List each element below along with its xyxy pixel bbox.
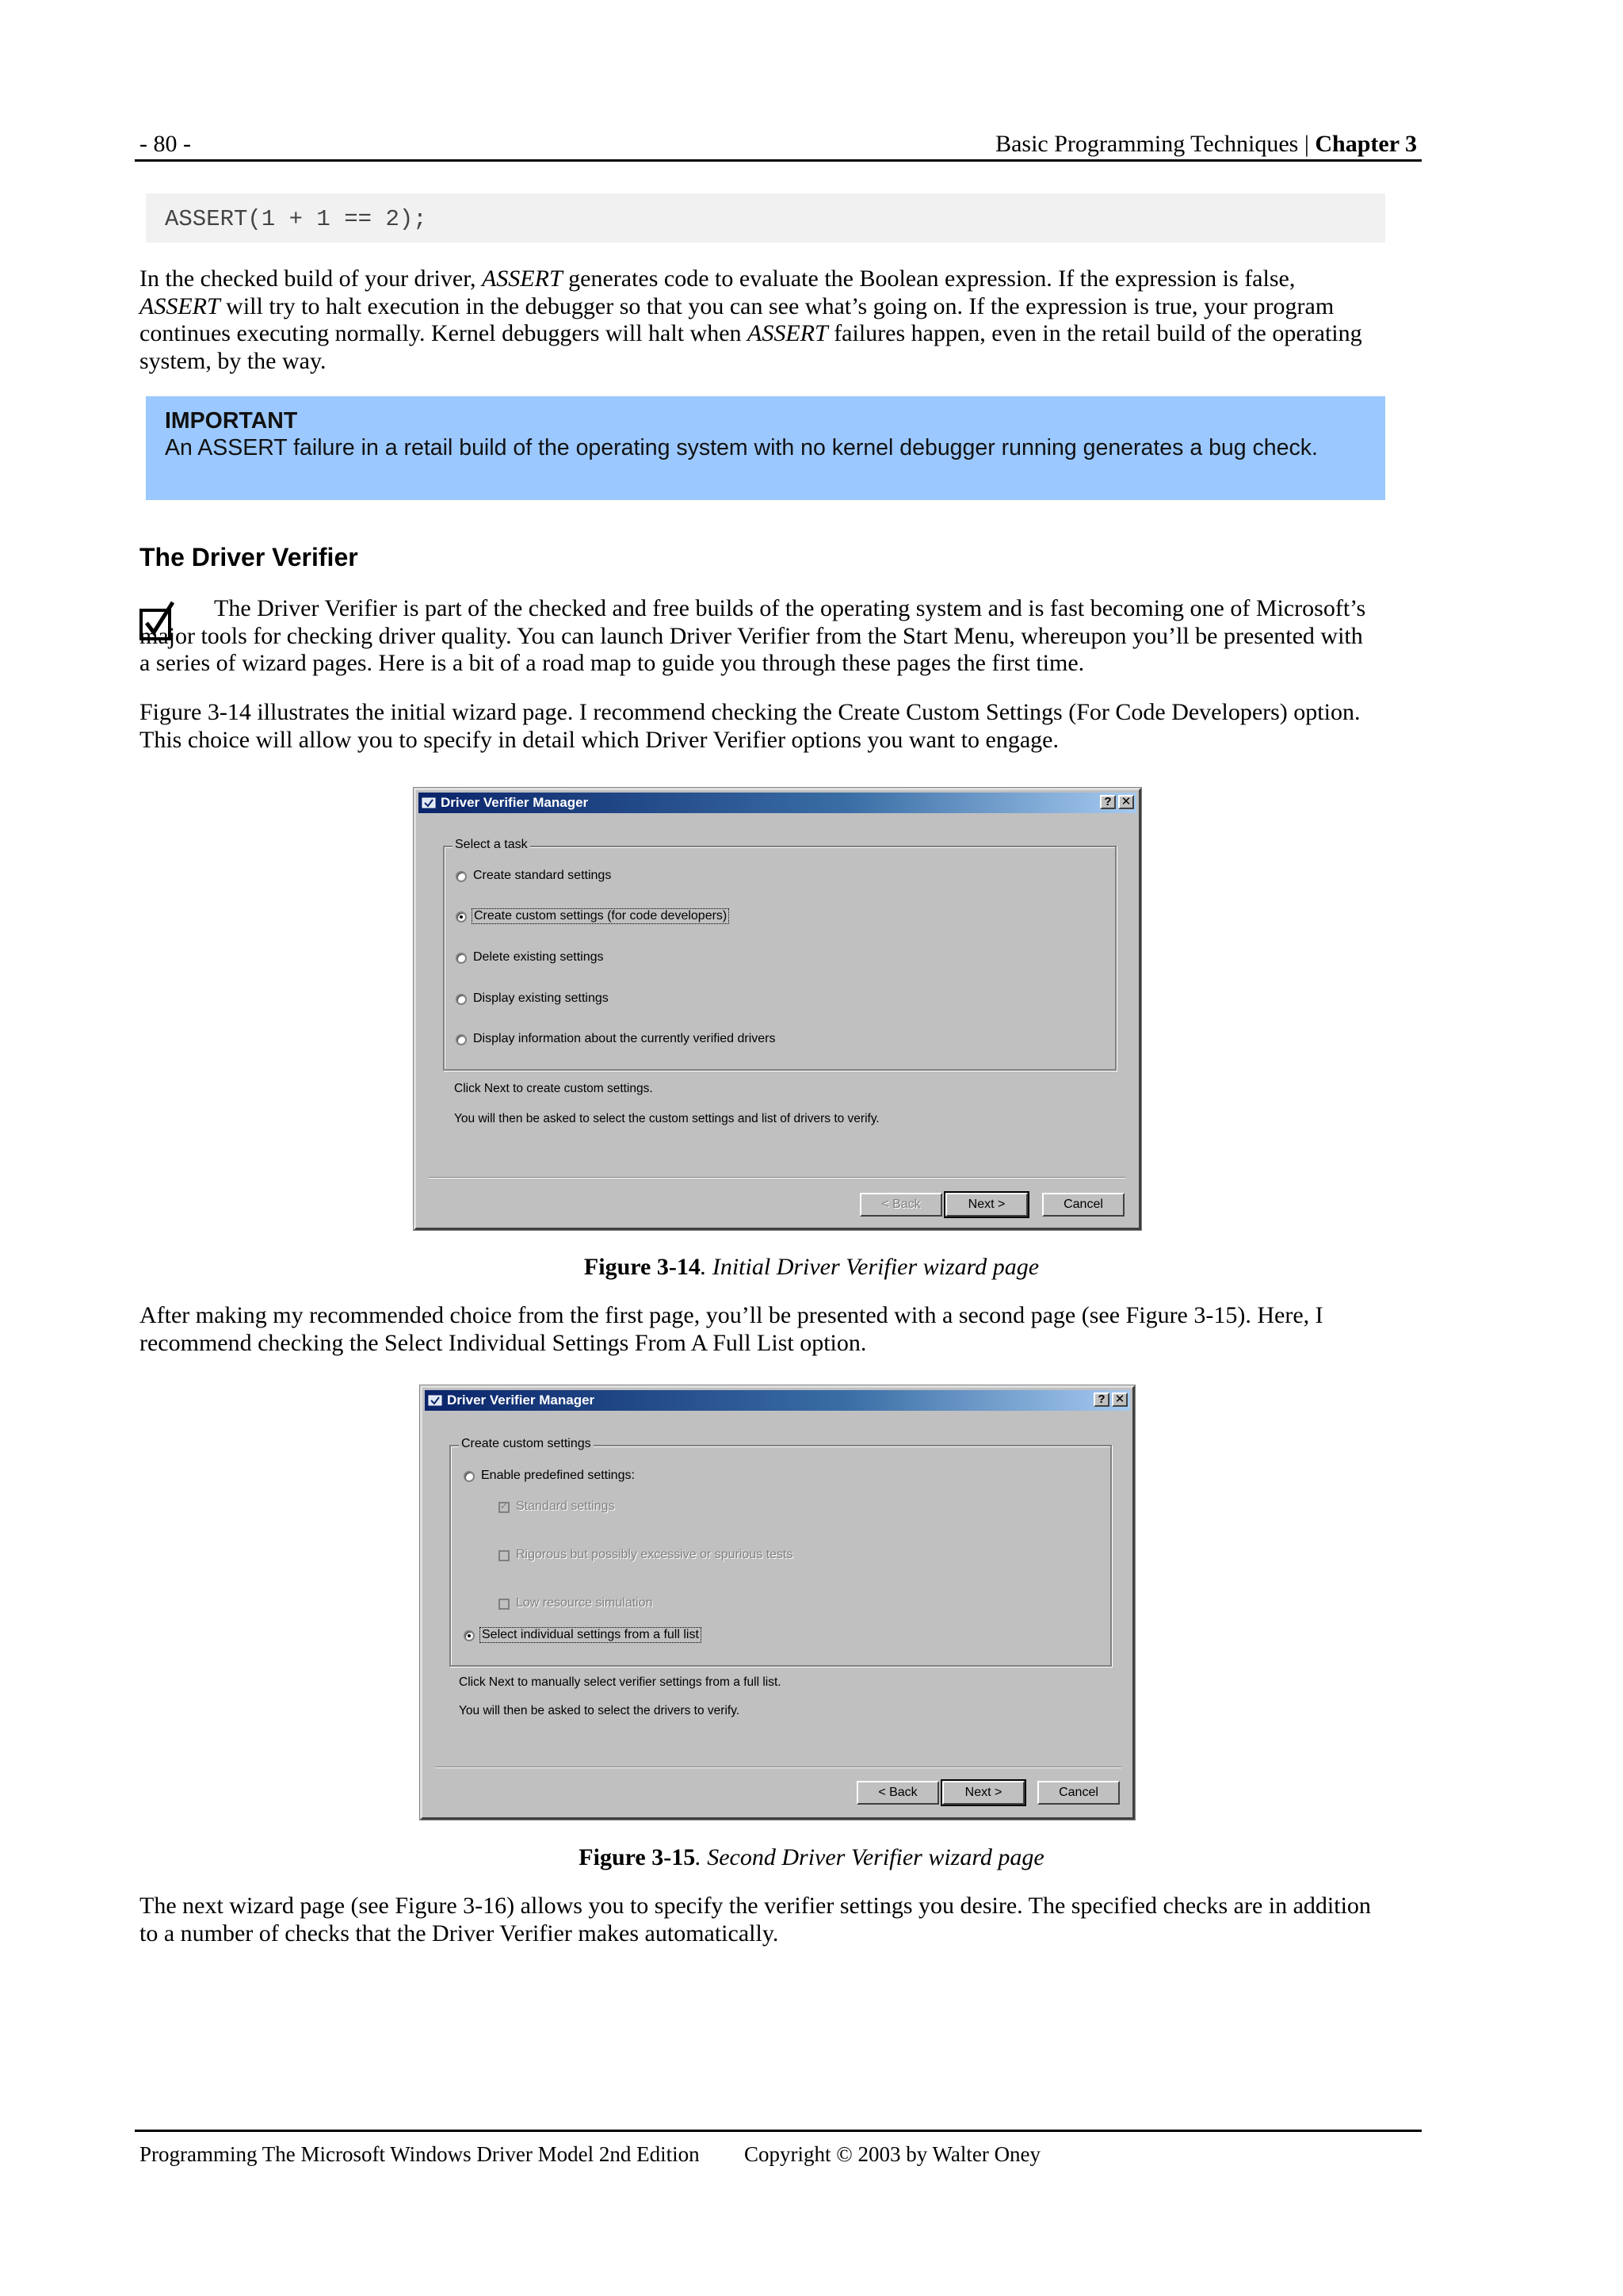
code-block	[146, 193, 1385, 243]
emphasis-assert: ASSERT	[747, 320, 828, 346]
option-label: Enable predefined settings:	[481, 1469, 635, 1482]
section-heading: The Driver Verifier	[139, 543, 358, 571]
emphasis-assert: ASSERT	[139, 292, 220, 319]
dialog-title: Driver Verifier Manager	[447, 1392, 595, 1408]
option-label: Low resource simulation	[516, 1596, 653, 1610]
radio-enable-predefined[interactable]	[464, 1471, 475, 1482]
text-run: In the checked build of your driver,	[139, 266, 482, 292]
figure-label: Figure 3-14	[583, 1254, 701, 1280]
paragraph-second-page	[139, 1302, 1376, 1357]
radio-create-standard[interactable]	[456, 871, 467, 882]
option-label: Display existing settings	[473, 991, 609, 1005]
help-button[interactable]: ?	[1094, 1392, 1109, 1407]
footer-rule	[135, 2130, 1422, 2132]
info-text: Click Next to manually select verifier settings from a full list.	[459, 1675, 781, 1689]
info-text: You will then be asked to select the drivers to verify.	[459, 1704, 740, 1717]
separator	[429, 1177, 1126, 1179]
option-label: Delete existing settings	[473, 950, 604, 964]
figure-caption-3-14	[0, 1254, 1623, 1281]
close-button[interactable]: ✕	[1118, 795, 1134, 809]
next-button[interactable]: Next >	[945, 1193, 1028, 1217]
text-run: will try to halt execution in the debugger so that you can see what’s going on. If the expression is true, your program continues executing normally. Kernel debuggers will halt when	[139, 292, 1335, 346]
code-line: ASSERT(1 + 1 == 2);	[165, 206, 427, 232]
close-button[interactable]: ✕	[1112, 1392, 1128, 1407]
paragraph-text: The Driver Verifier is part of the checked and free builds of the operating system and is fast becoming one of Microsoft’s major tools for checking driver quality. You can launch Driver Verifier from the Start Menu, whereupon you’ll be presented with a series of wizard pages. Here is a bit of a road map to guide you through these pages the first time.	[139, 595, 1366, 676]
cancel-button[interactable]: Cancel	[1037, 1781, 1120, 1805]
header-rule	[135, 159, 1422, 162]
next-button[interactable]: Next >	[942, 1781, 1025, 1805]
paragraph-assert	[139, 266, 1376, 375]
page-number: - 80 -	[139, 131, 191, 157]
important-callout	[146, 396, 1385, 500]
option-label: Create custom settings (for code developers)	[472, 908, 729, 924]
cancel-button[interactable]: Cancel	[1042, 1193, 1125, 1217]
figure-caption-text: . Second Driver Verifier wizard page	[695, 1844, 1044, 1870]
important-title: IMPORTANT	[165, 408, 298, 434]
important-text: An ASSERT failure in a retail build of the operating system with no kernel debugger running generates a bug check.	[165, 435, 1318, 460]
checkbox-standard-settings[interactable]	[498, 1502, 510, 1513]
paragraph-driver-verifier	[139, 595, 1376, 678]
chapter-label: Chapter 3	[1315, 131, 1417, 157]
checkbox-low-resource[interactable]	[498, 1599, 510, 1610]
back-button[interactable]: < Back	[857, 1781, 939, 1805]
chapter-title: Basic Programming Techniques |	[995, 131, 1316, 157]
option-label: Standard settings	[516, 1499, 615, 1513]
driver-verifier-dialog-1	[414, 788, 1141, 1230]
info-text: Click Next to create custom settings.	[454, 1082, 653, 1095]
group-label: Create custom settings	[459, 1437, 594, 1451]
radio-display-existing[interactable]	[456, 994, 467, 1005]
running-header	[995, 130, 1417, 159]
paragraph-text: Figure 3-14 illustrates the initial wizard page. I recommend checking the Create Custom Settings (For Code Developers) option. This choice will allow you to specify in detail which Driver Verifier options you want to engage.	[139, 699, 1361, 753]
text-run: failures happen, even in the retail build of the operating system, by the way.	[139, 320, 1362, 374]
verifier-app-icon	[428, 1393, 442, 1408]
option-label: Display information about the currently verified drivers	[473, 1032, 776, 1045]
option-label: Create standard settings	[473, 869, 612, 882]
emphasis-assert: ASSERT	[481, 266, 563, 292]
radio-select-individual[interactable]	[464, 1630, 475, 1641]
title-bar	[418, 793, 1136, 813]
title-bar	[425, 1390, 1130, 1411]
paragraph-text: The next wizard page (see Figure 3-16) allows you to specify the verifier settings you desire. The specified checks are in addition to a number of checks that the Driver Verifier makes automatically.	[139, 1893, 1371, 1946]
verifier-app-icon	[422, 796, 436, 810]
figure-caption-text: . Initial Driver Verifier wizard page	[700, 1254, 1040, 1280]
radio-delete-existing[interactable]	[456, 953, 467, 964]
info-text: You will then be asked to select the custom settings and list of drivers to verify.	[454, 1112, 880, 1125]
dialog-title: Driver Verifier Manager	[441, 795, 589, 810]
paragraph-next-page	[139, 1893, 1376, 1947]
footer-book-title: Programming The Microsoft Windows Driver Model 2nd Edition	[139, 2142, 700, 2166]
checkbox-rigorous-tests[interactable]	[498, 1550, 510, 1561]
paragraph-text: After making my recommended choice from the first page, you’ll be presented with a second page (see Figure 3-15). Here, I recommend checking the Select Individual Settings From A Full List option.	[139, 1302, 1323, 1356]
driver-verifier-dialog-2	[420, 1385, 1135, 1820]
help-button[interactable]: ?	[1100, 795, 1116, 809]
back-button[interactable]: < Back	[860, 1193, 942, 1217]
figure-label: Figure 3-15	[579, 1844, 696, 1870]
group-label: Select a task	[453, 838, 530, 852]
paragraph-figure-3-14-intro	[139, 699, 1376, 754]
text-run: generates code to evaluate the Boolean expression. If the expression is false,	[562, 266, 1296, 292]
figure-caption-3-15	[0, 1844, 1623, 1871]
footer-copyright: Copyright © 2003 by Walter Oney	[744, 2142, 1041, 2166]
option-label: Select individual settings from a full list	[479, 1627, 701, 1643]
option-label: Rigorous but possibly excessive or spurious tests	[516, 1548, 793, 1561]
separator	[435, 1767, 1121, 1768]
radio-create-custom[interactable]	[456, 911, 467, 923]
radio-display-info[interactable]	[456, 1034, 467, 1045]
